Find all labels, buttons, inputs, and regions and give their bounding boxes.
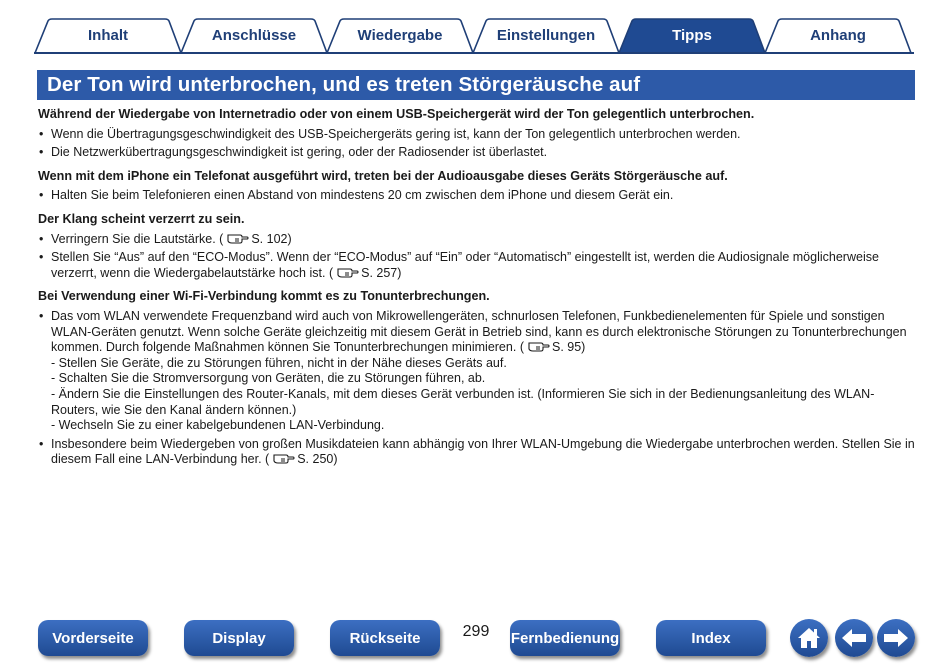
tab-baseline xyxy=(34,52,914,54)
display-button[interactable]: Display xyxy=(184,620,294,656)
main-content xyxy=(38,107,918,476)
page-reference-link[interactable]: ( S. 257) xyxy=(328,265,402,280)
page-title: Der Ton wird unterbrochen, und es treten Störgeräusche auf xyxy=(47,73,641,96)
index-button[interactable]: Index xyxy=(656,620,766,656)
tab-label: Wiedergabe xyxy=(357,26,443,44)
bullet-list xyxy=(38,232,918,282)
back-button[interactable] xyxy=(835,619,873,657)
sub-item: - Schalten Sie die Stromversorgung von Geräten, die zu Störungen führen, ab. xyxy=(51,371,486,386)
list-item xyxy=(38,437,918,468)
list-item xyxy=(38,145,918,161)
tab-anhang[interactable] xyxy=(764,18,912,52)
list-item xyxy=(38,127,918,143)
tab-label: Einstellungen xyxy=(496,26,596,44)
sub-item: - Ändern Sie die Einstellungen des Router-Kanals, mit dem dieses Gerät verbunden ist. (Informieren Sie sich in der Bedienungsanleitung des WLAN-Routers, wie Sie den Kanal ändern können.) xyxy=(51,386,875,417)
tab-label: Inhalt xyxy=(88,26,128,44)
page-reference-text: S. 250 xyxy=(297,452,334,467)
bullet-list xyxy=(38,127,918,161)
list-item-text: Stellen Sie “Aus” auf den “ECO-Modus”. Wenn der “ECO-Modus” auf “Ein” oder “Automatisch” eingestellt ist, werden die Audiosignale möglicherweise verzerrt, wenn die Wiedergabelautstärke hoch ist. xyxy=(51,250,879,280)
list-item-text: Wenn die Übertragungsgeschwindigkeit des USB-Speichergeräts gering ist, kann der Ton gelegentlich unterbrochen werden. xyxy=(51,126,741,141)
page-reference-link[interactable]: ( S. 102) xyxy=(219,231,292,246)
tab-inhalt[interactable] xyxy=(34,18,182,52)
page-reference-text: S. 257 xyxy=(361,265,398,280)
tab-einstellungen[interactable] xyxy=(472,18,620,52)
tab-label: Anschlüsse xyxy=(211,26,297,44)
sub-item: - Wechseln Sie zu einer kabelgebundenen LAN-Verbindung. xyxy=(51,418,385,433)
pointing-hand-icon xyxy=(273,452,295,464)
top-tab-bar xyxy=(34,0,914,54)
home-icon xyxy=(796,626,822,650)
sub-item: - Stellen Sie Geräte, die zu Störungen führen, nicht in der Nähe dieses Geräts auf. xyxy=(51,355,507,370)
pointing-hand-icon xyxy=(337,266,359,278)
page-number: 299 xyxy=(462,623,490,640)
section-heading: Der Klang scheint verzerrt zu sein. xyxy=(38,211,245,226)
list-item xyxy=(38,250,918,281)
list-item-text: Verringern Sie die Lautstärke. xyxy=(51,231,216,246)
tab-label: Anhang xyxy=(810,26,866,44)
tab-anschluesse[interactable] xyxy=(180,18,328,52)
list-item xyxy=(38,188,918,204)
list-item-text: Die Netzwerkübertragungsgeschwindigkeit ist gering, oder der Radiosender ist überlastet. xyxy=(51,145,548,160)
fernbedienung-button[interactable]: Fernbedienung xyxy=(510,620,620,656)
page-reference-link[interactable]: ( S. 95) xyxy=(519,340,586,355)
section-heading: Während der Wiedergabe von Internetradio oder von einem USB-Speichergerät wird der Ton gelegentlich unterbrochen. xyxy=(38,107,755,121)
tab-label: Tipps xyxy=(672,26,712,44)
list-item-text: Das vom WLAN verwendete Frequenzband wird auch von Mikrowellengeräten, schnurlosen Telefonen, Funkbedienelementen für Spiele und sonstigen WLAN-Geräten genutzt. Wenn solche Geräte gleichzeitig mit diesem Gerät in Betrieb sind, kann es durch elektronische Störungen zu Tonunterbrechungen kommen. Durch folgende Maßnahmen können Sie Tonunterbrechungen minimieren. xyxy=(51,308,907,355)
tab-tipps[interactable] xyxy=(618,18,766,52)
section-heading: Wenn mit dem iPhone ein Telefonat ausgeführt wird, treten bei der Audioausgabe dieses Geräts Störgeräusche auf. xyxy=(38,168,728,183)
page-reference-text: S. 95 xyxy=(551,340,582,355)
pointing-hand-icon xyxy=(227,232,249,244)
list-item xyxy=(38,309,918,434)
pointing-hand-icon xyxy=(528,340,550,352)
list-item xyxy=(38,232,918,248)
rueckseite-button[interactable]: Rückseite xyxy=(330,620,440,656)
arrow-right-icon xyxy=(882,627,910,649)
page-reference-text: S. 102 xyxy=(251,231,288,246)
home-button[interactable] xyxy=(790,619,828,657)
arrow-left-icon xyxy=(840,627,868,649)
list-item-text: Halten Sie beim Telefonieren einen Abstand von mindestens 20 cm zwischen dem iPhone und diesem Gerät ein. xyxy=(51,188,674,203)
vorderseite-button[interactable]: Vorderseite xyxy=(38,620,148,656)
tab-wiedergabe[interactable] xyxy=(326,18,474,52)
page-title-bar xyxy=(37,70,915,100)
bullet-list xyxy=(38,309,918,468)
page-reference-link[interactable]: ( S. 250) xyxy=(265,452,338,467)
forward-button[interactable] xyxy=(877,619,915,657)
bullet-list xyxy=(38,188,918,204)
list-item-text: Insbesondere beim Wiedergeben von großen Musikdateien kann abhängig von Ihrer WLAN-Umgebung die Wiedergabe unterbrochen werden. Stellen Sie in diesem Fall eine LAN-Verbindung her. xyxy=(51,436,915,467)
section-heading: Bei Verwendung einer Wi-Fi-Verbindung kommt es zu Tonunterbrechungen. xyxy=(38,289,490,304)
